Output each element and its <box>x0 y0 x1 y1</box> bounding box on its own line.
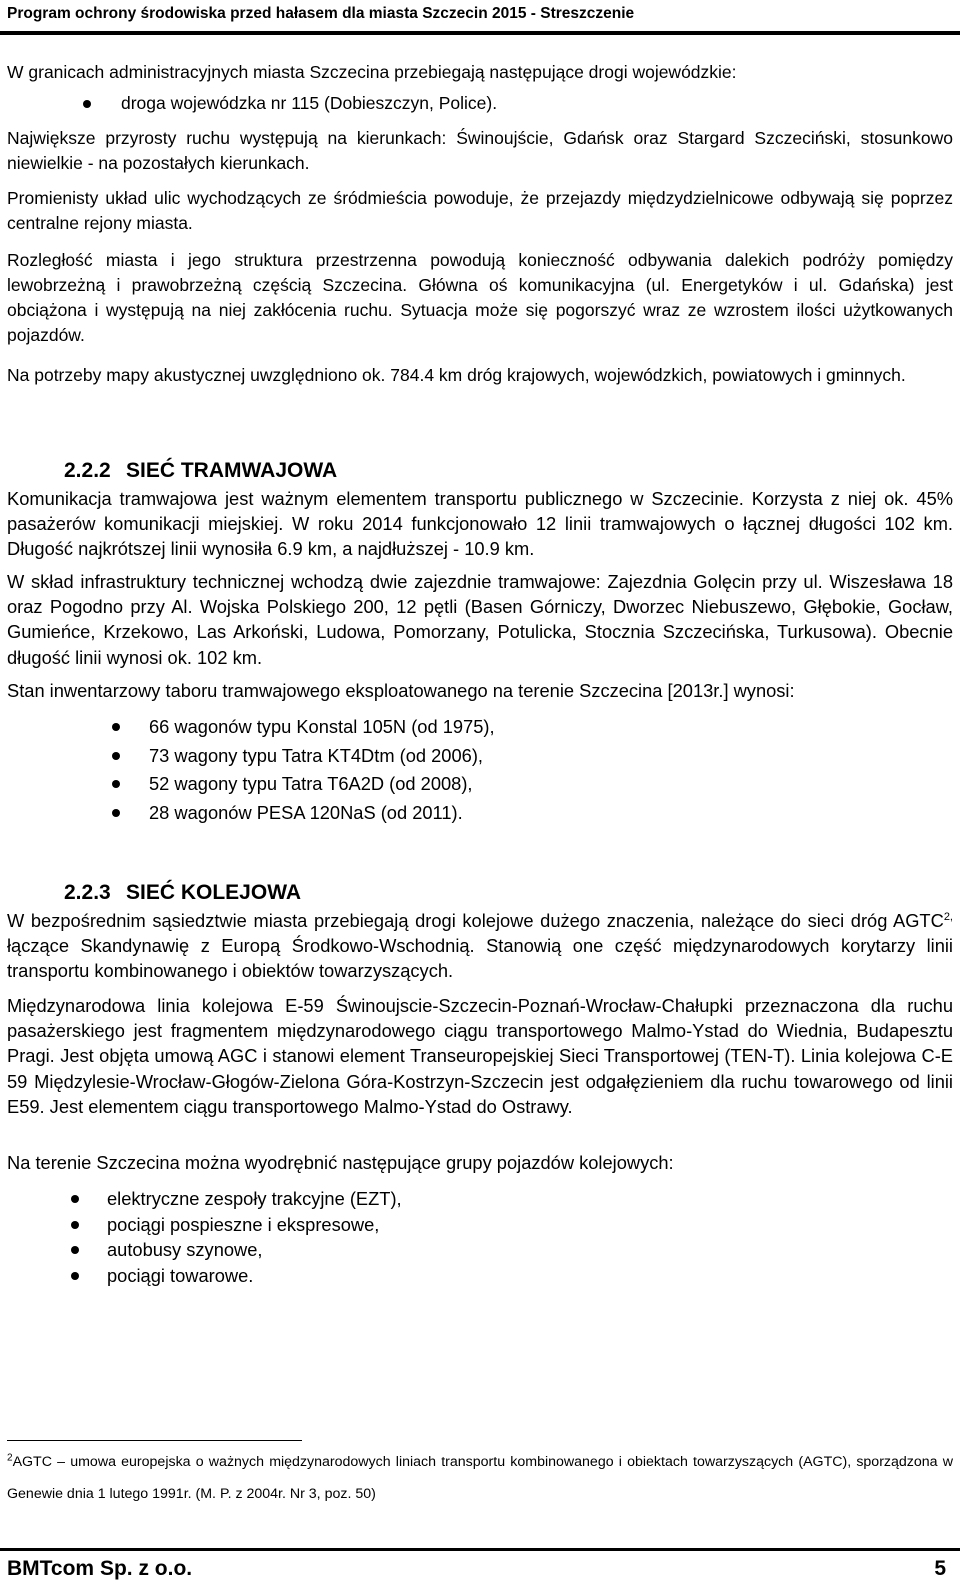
header-title: Program ochrony środowiska przed hałasem dla miasta Szczecin 2015 - Streszczenie <box>7 5 635 22</box>
page-number: 5 <box>934 1557 946 1580</box>
footnote <box>7 1446 953 1510</box>
list-item-text: droga wojewódzka nr 115 (Dobieszczyn, Police). <box>121 93 498 113</box>
rail-vehicles-list <box>0 1186 946 1288</box>
list-item-text: elektryczne zespoły trakcyjne (EZT), <box>107 1188 402 1209</box>
bullet-icon <box>112 780 120 788</box>
list-item <box>0 1237 946 1263</box>
list-item <box>0 91 946 116</box>
footer-company: BMTcom Sp. z o.o. <box>7 1557 193 1580</box>
list-item-text: 28 wagonów PESA 120NaS (od 2011). <box>149 801 463 823</box>
provincial-roads-list <box>0 91 946 116</box>
bullet-icon <box>71 1221 79 1229</box>
paragraph-rail-vehicle-groups: Na terenie Szczecina można wyodrębnić następujące grupy pojazdów kolejowych: <box>7 1152 674 1173</box>
section-heading-rail <box>64 880 301 906</box>
list-item <box>0 1263 946 1289</box>
list-item-text: 73 wagony typu Tatra KT4Dtm (od 2006), <box>149 744 483 766</box>
paragraph-acoustic-map: Na potrzeby mapy akustycznej uwzględniono ok. 784.4 km dróg krajowych, wojewódzkich, powiatowych i gminnych. <box>7 365 906 385</box>
section-heading-tram <box>64 458 337 484</box>
list-item-text: 66 wagonów typu Konstal 105N (od 1975), <box>149 716 495 737</box>
paragraph-tram-fleet: Stan inwentarzowy taboru tramwajowego eksploatowanego na terenie Szczecina [2013r.] wynosi: <box>7 680 795 701</box>
list-item <box>0 799 946 828</box>
section-number: 2.2.2 <box>64 459 111 482</box>
list-item-text: pociągi pospieszne i ekspresowe, <box>107 1213 380 1235</box>
footnote-separator <box>7 1440 302 1441</box>
rail-agtc-text-before: W bezpośrednim sąsiedztwie miasta przebiegają drogi kolejowe dużego znaczenia, należące do sieci dróg AGTC <box>7 910 944 931</box>
bullet-icon <box>112 752 120 760</box>
paragraph-tram-intro: Komunikacja tramwajowa jest ważnym elementem transportu publicznego w Szczecinie. Korzysta z niej ok. 45% pasażerów komunikacji miejskiej. W roku 2014 funkcjonowało 12 linii tramwajowych o łącznej długości 102 km. Długość najkrótszej linii wynosiła 6.9 km, a najdłuższej - 10.9 km. <box>7 488 953 560</box>
list-item <box>0 742 946 771</box>
footnote-mark: 2 <box>7 1452 13 1464</box>
paragraph-traffic-growth: Największe przyrosty ruchu występują na kierunkach: Świnoujście, Gdańsk oraz Stargard Szczeciński, stosunkowo niewielkie - na pozostałych kierunkach. <box>7 128 953 173</box>
bullet-icon <box>71 1195 79 1203</box>
list-item <box>0 713 946 742</box>
section-title: SIEĆ TRAMWAJOWA <box>126 459 338 482</box>
paragraph-city-extent: Rozległość miasta i jego struktura przestrzenna powodują konieczność odbywania dalekich podróży pomiędzy lewobrzeżną i prawobrzeżną częścią Szczecina. Główna oś komunikacyjna (ul. Energetyków i ul. Gdańska) jest obciążona i występują na niej zakłócenia ruchu. Sytuacja może się pogorszyć wraz ze wzrostem ilości użytkowanych pojazdów. <box>7 250 953 345</box>
footer-rule <box>0 1548 960 1551</box>
list-item-text: pociągi towarowe. <box>107 1264 254 1286</box>
header-rule <box>0 31 960 35</box>
paragraph-radial-layout: Promienisty układ ulic wychodzących ze śródmieścia powoduje, że przejazdy międzydzielnicowe odbywają się poprzez centralne rejony miasta. <box>7 188 953 233</box>
list-item <box>0 1212 946 1238</box>
bullet-icon <box>112 809 120 817</box>
section-number: 2.2.3 <box>64 881 111 904</box>
footnote-text: AGTC – umowa europejska o ważnych międzynarodowych liniach transportu kombinowanego i obiektach towarzyszących (AGTC), sporządzona w Genewie dnia 1 lutego 1991r. (M. P. z 2004r. Nr 3, poz. 50) <box>7 1454 953 1502</box>
paragraph-rail-e59: Międzynarodowa linia kolejowa E-59 Świnoujscie-Szczecin-Poznań-Wrocław-Chałupki przeznaczona dla ruchu pasażerskiego jest fragmentem międzynarodowego ciągu transportowego Malmo-Ystad do Wiednia, Budapesztu Pragi. Jest objęta umową AGC i stanowi element Transeuropejskiej Sieci Transportowej (TEN-T). Linia kolejowa C-E 59 Międzylesie-Wrocław-Głogów-Zielona Góra-Kostrzyn-Szczecin jest odgałęzieniem dla ruchu towarowego od linii E59. Jest elementem ciągu transportowego Malmo-Ystad do Ostrawy. <box>7 995 953 1117</box>
paragraph-tram-infrastructure: W skład infrastruktury technicznej wchodzą dwie zajezdnie tramwajowe: Zajezdnia Golęcin przy ul. Wiszesława 18 oraz Pogodno przy Al. Wojska Polskiego 200, 12 pętli (Basen Górniczy, Dworzec Niebuszewo, Głębokie, Gocław, Gumieńce, Krzekowo, Las Arkoński, Ludowa, Pomorzany, Potulicka, Stocznia Szczecińska, Turkusowa). Obecnie długość linii wynosi ok. 102 km. <box>7 571 953 668</box>
paragraph-rail-agtc <box>7 908 953 984</box>
rail-agtc-text-after: łączące Skandynawię z Europą Środkowo-Wschodnią. Stanowią one część międzynarodowych korytarzy linii transportu kombinowanego i obiektów towarzyszących. <box>7 935 953 982</box>
page-header <box>0 0 960 44</box>
list-item <box>0 1186 946 1212</box>
list-item-text: 52 wagony typu Tatra T6A2D (od 2008), <box>149 773 473 794</box>
bullet-icon <box>71 1272 79 1280</box>
tram-fleet-list <box>0 713 946 827</box>
bullet-icon <box>71 1246 79 1254</box>
list-item-text: autobusy szynowe, <box>107 1239 263 1260</box>
footnote-reference[interactable]: 2, <box>943 910 953 923</box>
list-item <box>0 770 946 799</box>
bullet-icon <box>112 723 120 731</box>
bullet-icon <box>83 100 91 108</box>
paragraph-provincial-roads: W granicach administracyjnych miasta Szczecina przebiegają następujące drogi wojewódzkie: <box>7 62 737 82</box>
section-title: SIEĆ KOLEJOWA <box>126 881 302 904</box>
